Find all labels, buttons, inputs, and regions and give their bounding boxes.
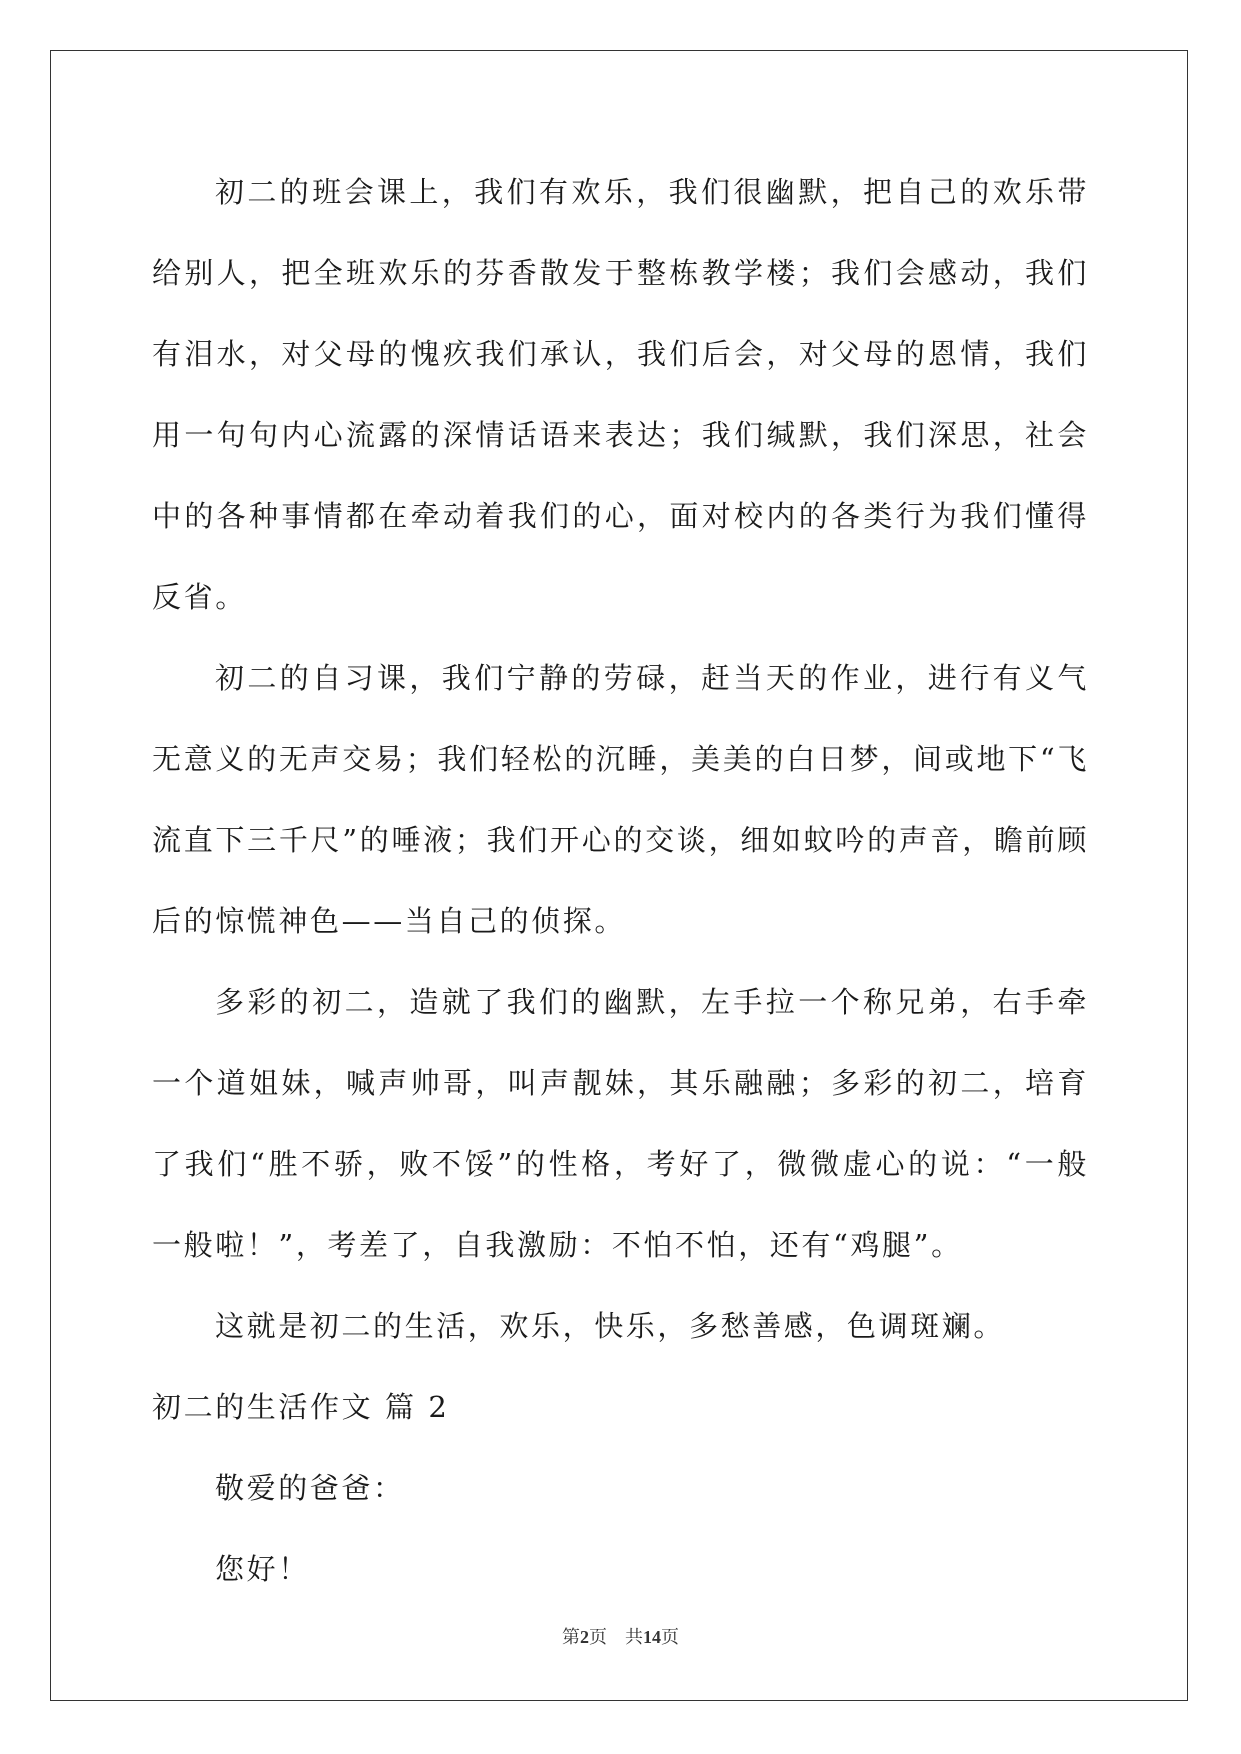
paragraph-1: 初二的班会课上，我们有欢乐，我们很幽默，把自己的欢乐带给别人，把全班欢乐的芬香散发于整栋教学楼；我们会感动，我们有泪水，对父母的愧疚我们承认，我们后会，对父母的恩情，我们用一句句内心流露的深情话语来表达；我们缄默，我们深思，社会中的各种事情都在牵动着我们的心，面对校内的各类行为我们懂得反省。 — [152, 175, 1089, 614]
paragraph-4: 这就是初二的生活，欢乐，快乐，多愁善感，色调斑斓。 — [215, 1309, 1006, 1343]
footer-page-number: 2 — [580, 1627, 589, 1647]
footer-prefix: 第 — [562, 1627, 580, 1648]
page-footer — [0, 1623, 1241, 1649]
greeting: 您好！ — [215, 1552, 310, 1586]
section-heading: 初二的生活作文 篇 2 — [152, 1390, 450, 1424]
footer-middle: 页 共 — [589, 1627, 643, 1648]
salutation: 敬爱的爸爸： — [215, 1471, 405, 1505]
document-body — [152, 152, 1089, 1610]
paragraph-3: 多彩的初二，造就了我们的幽默，左手拉一个称兄弟，右手牵一个道姐妹，喊声帅哥，叫声靓妹，其乐融融；多彩的初二，培育了我们“胜不骄，败不馁”的性格，考好了，微微虚心的说：“一般一般啦！”，考差了，自我激励：不怕不怕，还有“鸡腿”。 — [152, 985, 1089, 1262]
footer-total-pages: 14 — [643, 1627, 661, 1647]
footer-suffix: 页 — [661, 1627, 679, 1648]
paragraph-2: 初二的自习课，我们宁静的劳碌，赶当天的作业，进行有义气无意义的无声交易；我们轻松的沉睡，美美的白日梦，间或地下“飞流直下三千尺”的唾液；我们开心的交谈，细如蚊吟的声音，瞻前顾后的惊慌神色——当自己的侦探。 — [152, 661, 1089, 938]
